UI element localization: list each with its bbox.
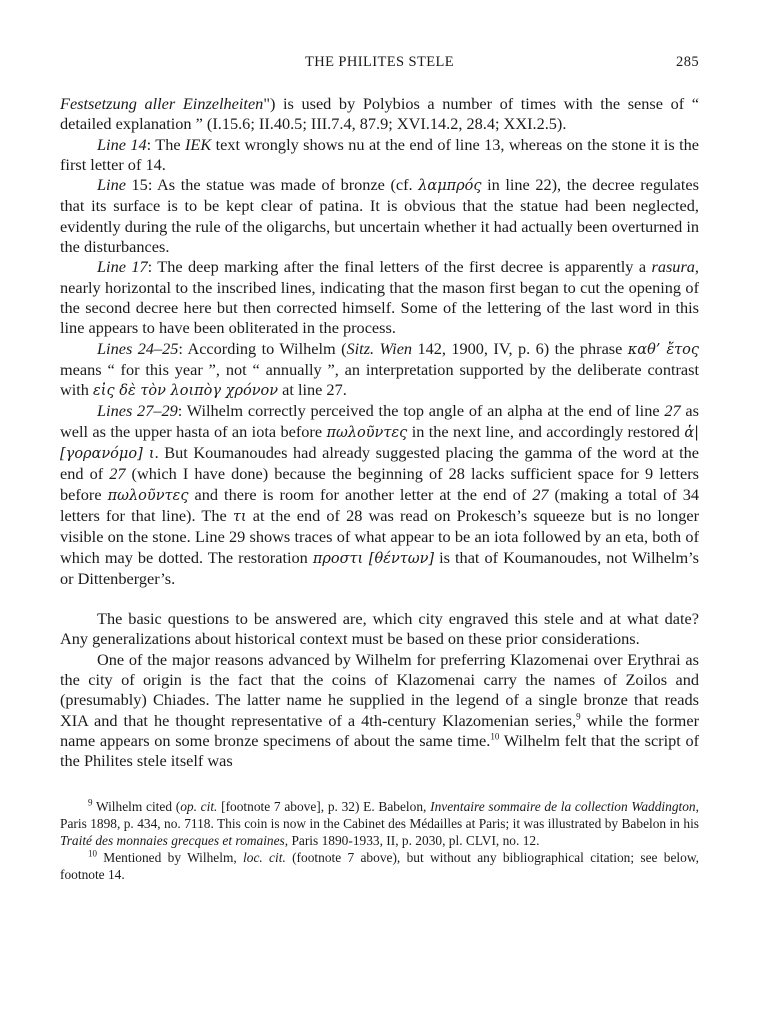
footnotes (60, 798, 699, 884)
greek-restoration: προστι [θέντων] (312, 550, 435, 567)
paragraph-line-15: Line 15: As the statue was made of bronze (cf. λαμπρός in line 22), the decree regulates that its surface is to be kept clear of patina. It is obvious that the statue had been neglected, evidently during the rule of the oligarchs, but uncertain whether it had actually been overturned in the disturbances. (60, 175, 699, 257)
line-label: Lines 24–25 (97, 338, 179, 358)
greek-restoration: ἁ| [γορανόμο] ι (60, 424, 699, 463)
paragraph-line-14: Line 14: The IEK text wrongly shows nu at the end of line 13, whereas on the stone it is the first letter of 14. (60, 134, 699, 174)
paragraph-major-reasons: One of the major reasons advanced by Wilhelm for preferring Klazomenai over Erythrai as the city of origin is the fact that the coins of Klazomenai carry the names of Zoilos and (presumably) Chiades. The latter name he supplied in the legend of a single bronze that reads XIA and that he thought representative of a 4th-century Klazomenian series,$^9$ while the former name appears on some bronze specimens of about the same time.$^{10}$ Wilhelm felt that the script of the Philites stele itself was (60, 649, 700, 771)
page-number: 285 (676, 54, 699, 70)
line-label: Line 17 (97, 257, 148, 277)
greek-word: πωλοῦντες (107, 487, 189, 504)
greek-phrase: καθ’ ἔτος (627, 341, 700, 358)
line-label: Line (97, 175, 126, 195)
paragraph-line-17: Line 17: The deep marking after the final letters of the first decree is apparently a rasura, nearly horizontal to the inscribed lines, indicating that the mason first began to cut the opening of the second decree here but then corrected himself. Some of the lettering of the last word in this line appears to have been obliterated in the process. (60, 257, 699, 338)
footnote-ref[interactable]: 10 (490, 731, 500, 742)
paragraph-basic-questions: The basic questions to be answered are, which city engraved this stele and at what date? Any generalizations about historical context must be based on these prior considerations. (60, 609, 699, 649)
paragraph-lines-27-29: Lines 27–29: Wilhelm correctly perceived the top angle of an alpha at the end of line 27 as well as the upper hasta of an iota before πωλοῦντες in the next line, and accordingly restored ἁ| [γορανόμο] ι. But Koumanoudes had already suggested placing the gamma of the word at the end of 27 (which I have done) because the beginning of 28 lacks sufficient space for 9 letters before πωλοῦντες and there is room for another letter at the end of 27 (making a total of 34 letters for that line). The τι at the end of 28 was read on Prokesch’s squeeze but is no longer visible on the stone. Line 29 shows traces of what appear to be an iota followed by an eta, both of which may be dotted. The restoration προστι [θέντων] is that of Koumanoudes, not Wilhelm’s or Dittenberger’s. (60, 401, 699, 588)
line-label: Line 14 (97, 134, 147, 154)
greek-word: τι (232, 508, 247, 525)
footnote-ref[interactable]: 9 (576, 711, 581, 722)
paragraph-continuation: Festsetzung aller Einzelheiten") is used by Polybios a number of times with the sense of “ detailed explanation ” (I.15.6; II.40.5; III.7.4, 87.9; XVI.14.2, 28.4; XXI.2.5). (60, 94, 699, 134)
running-header (60, 54, 699, 78)
greek-word: λαμπρός (418, 178, 482, 195)
footnote-number: 10 (88, 848, 97, 859)
footnote-number: 9 (88, 797, 93, 808)
paragraph-lines-24-25: Lines 24–25: According to Wilhelm (Sitz. Wien 142, 1900, IV, p. 6) the phrase καθ’ ἔτος means “ for this year ”, not “ annually ”, an interpretation supported by the deliberate contrast with εἰς δὲ τὸν λοιπὸγ χρόνον at line 27. (60, 338, 700, 400)
footnote-10: $^{10}$ Mentioned by Wilhelm, loc. cit. (footnote 7 above), but without any bibliographical citation; see below, footnote 14. (60, 848, 699, 883)
line-label: Lines 27–29 (97, 401, 178, 421)
footnote-9: $^9$ Wilhelm cited (op. cit. [footnote 7 above], p. 32) E. Babelon, Inventaire sommaire de la collection Waddington, Paris 1898, p. 434, no. 7118. This coin is now in the Cabinet des Médailles at Paris; it was illustrated by Babelon in his Traité des monnaies grecques et romaines, Paris 1890-1933, II, p. 2030, pl. CLVI, no. 12. (60, 797, 699, 848)
running-title: THE PHILITES STELE (305, 54, 454, 70)
body-text (60, 94, 699, 772)
page (60, 54, 699, 884)
greek-word: πωλοῦντες (326, 424, 408, 441)
greek-phrase: εἰς δὲ τὸν λοιπὸγ χρόνον (93, 383, 279, 400)
